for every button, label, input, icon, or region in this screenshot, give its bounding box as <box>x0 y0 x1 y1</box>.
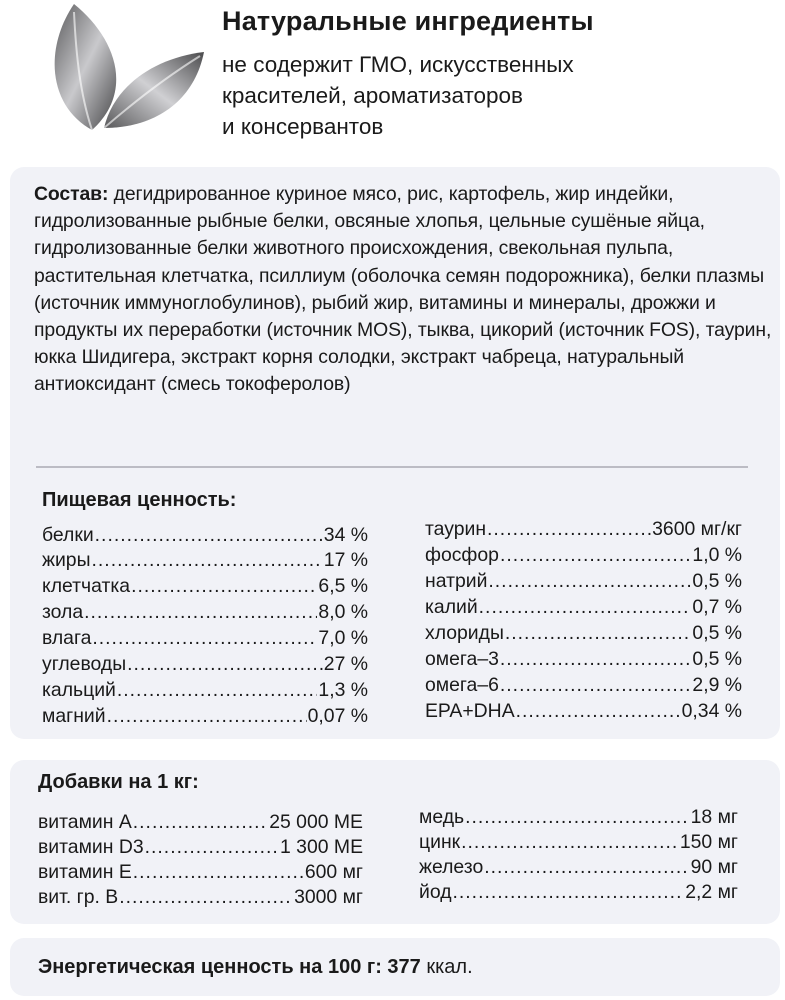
row-value: 1,3 % <box>318 679 368 701</box>
leader-dots <box>461 830 679 854</box>
row-label: железо <box>419 856 484 878</box>
row-label: клетчатка <box>42 575 131 597</box>
row-label: омега–6 <box>425 674 499 696</box>
row-label: медь <box>419 806 465 828</box>
nutrition-row <box>425 647 742 671</box>
row-value: 17 % <box>323 549 368 571</box>
leaves-icon <box>44 2 214 132</box>
row-value: 600 мг <box>304 861 363 883</box>
nutrition-row <box>425 699 742 723</box>
leader-dots <box>500 673 692 697</box>
row-label: вит. гр. В <box>38 886 119 908</box>
row-value: 1,0 % <box>692 544 742 566</box>
nutrition-row <box>425 543 742 567</box>
row-value: 0,5 % <box>692 570 742 592</box>
nutrition-row <box>425 517 742 541</box>
leader-dots <box>500 543 691 567</box>
energy-value-line <box>38 956 473 979</box>
leader-dots <box>84 600 317 624</box>
row-label: витамин А <box>38 811 132 833</box>
row-label: омега–3 <box>425 648 499 670</box>
nutrition-row <box>42 548 368 572</box>
energy-label: Энергетическая ценность на 100 г: <box>38 956 382 978</box>
row-value: 0,34 % <box>681 700 742 722</box>
row-label: цинк <box>419 831 461 853</box>
nutrition-row <box>42 574 368 598</box>
row-label: йод <box>419 881 452 903</box>
leader-dots <box>119 885 293 909</box>
additive-row <box>38 810 363 834</box>
row-label: EPA+DHA <box>425 700 515 722</box>
composition-text <box>34 181 774 399</box>
leader-dots <box>95 523 323 547</box>
row-label: кальций <box>42 679 116 701</box>
leader-dots <box>107 704 307 728</box>
row-label: углеводы <box>42 653 127 675</box>
row-value: 3600 мг/кг <box>652 518 742 540</box>
nutrition-row <box>425 673 742 697</box>
row-label: таурин <box>425 518 487 540</box>
energy-unit: ккал. <box>420 956 473 978</box>
leader-dots <box>117 678 318 702</box>
leader-dots <box>133 810 268 834</box>
composition-label: Состав: <box>34 183 109 205</box>
row-label: влага <box>42 627 92 649</box>
row-label: хлориды <box>425 622 504 644</box>
leader-dots <box>479 595 692 619</box>
row-label: витамин Е <box>38 861 132 883</box>
row-value: 0,7 % <box>692 596 742 618</box>
nutrition-row <box>425 569 742 593</box>
row-label: витамин D3 <box>38 836 144 858</box>
subtitle-line: не содержит ГМО, искусственных <box>222 52 574 77</box>
divider <box>36 466 748 468</box>
row-value: 2,9 % <box>692 674 742 696</box>
row-label: калий <box>425 596 478 618</box>
nutrition-row <box>42 600 368 624</box>
row-value: 34 % <box>323 524 368 546</box>
row-value: 0,07 % <box>307 705 368 727</box>
row-value: 1 300 МЕ <box>280 836 363 858</box>
leader-dots <box>484 855 689 879</box>
leader-dots <box>505 621 692 645</box>
subtitle-line: красителей, ароматизаторов <box>222 83 524 108</box>
subtitle-line: и консервантов <box>222 114 384 139</box>
leader-dots <box>488 569 691 593</box>
additive-row <box>38 885 363 909</box>
row-label: фосфор <box>425 544 499 566</box>
additive-row <box>419 830 738 854</box>
nutrition-row <box>42 626 368 650</box>
row-label: натрий <box>425 570 488 592</box>
leader-dots <box>487 517 651 541</box>
subtitle <box>222 49 762 142</box>
leader-dots <box>500 647 692 671</box>
row-value: 25 000 МЕ <box>269 811 363 833</box>
additive-row <box>38 835 363 859</box>
row-value: 7,0 % <box>318 627 368 649</box>
nutrition-title: Пищевая ценность: <box>42 489 237 511</box>
row-value: 8,0 % <box>318 601 368 623</box>
nutrition-row <box>425 595 742 619</box>
page-title: Натуральные ингредиенты <box>222 6 594 36</box>
nutrition-row <box>42 704 368 728</box>
row-value: 90 мг <box>690 856 738 878</box>
nutrition-row <box>42 652 368 676</box>
row-value: 150 мг <box>679 831 738 853</box>
additive-row <box>419 855 738 879</box>
leader-dots <box>92 548 323 572</box>
row-value: 27 % <box>323 653 368 675</box>
row-label: зола <box>42 601 84 623</box>
row-label: магний <box>42 705 106 727</box>
additive-row <box>38 860 363 884</box>
additive-row <box>419 880 738 904</box>
nutrition-row <box>42 523 368 547</box>
row-label: белки <box>42 524 94 546</box>
composition-body: дегидрированное куриное мясо, рис, картофель, жир индейки, гидролизованные рыбные белки, овсяные хлопья, цельные сушёные яйца, гидролизованные белки животного происхождения, свекольная пульпа, растительная клетчатка, псиллиум (оболочка семян подорожника), белки плазмы (источник иммуноглобулинов), рыбий жир, витамины и минералы, дрожжи и продукты их переработки (источник MOS), тыква, цикорий (источник FOS), таурин, юкка Шидигера, экстракт корня солодки, экстракт чабреца, натуральный антиоксидант (смесь токоферолов) <box>34 183 772 396</box>
leader-dots <box>516 699 681 723</box>
row-label: жиры <box>42 549 91 571</box>
leader-dots <box>145 835 279 859</box>
row-value: 3000 мг <box>294 886 363 908</box>
row-value: 0,5 % <box>692 622 742 644</box>
row-value: 2,2 мг <box>685 881 738 903</box>
row-value: 18 мг <box>690 806 738 828</box>
energy-value: 377 <box>387 956 421 978</box>
additive-row <box>419 805 738 829</box>
row-value: 0,5 % <box>692 648 742 670</box>
additives-title: Добавки на 1 кг: <box>38 771 199 793</box>
leader-dots <box>453 880 685 904</box>
leader-dots <box>465 805 690 829</box>
leader-dots <box>127 652 323 676</box>
leader-dots <box>131 574 317 598</box>
nutrition-row <box>425 621 742 645</box>
leader-dots <box>92 626 317 650</box>
row-value: 6,5 % <box>318 575 368 597</box>
leader-dots <box>133 860 304 884</box>
nutrition-row <box>42 678 368 702</box>
